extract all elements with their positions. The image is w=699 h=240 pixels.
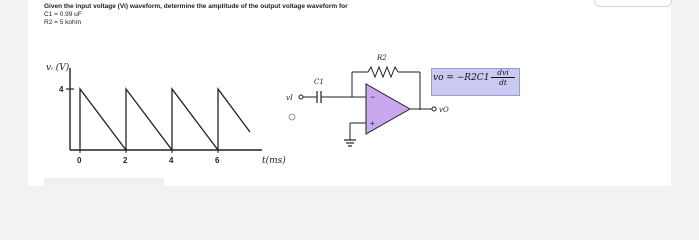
output-terminal — [432, 107, 436, 111]
y-tick-label: 4 — [59, 85, 64, 94]
capacitor-label: C1 — [314, 78, 324, 86]
resistor-value-text: R2 = 5 kohm — [44, 19, 82, 26]
x-tick-label: 0 — [77, 156, 82, 165]
equation-left: vo = −R2C1 — [433, 73, 490, 83]
non-inverting-input-sign: + — [370, 119, 375, 128]
input-terminal-label: vI — [286, 94, 293, 102]
y-axis-label: vᵢ (V) — [46, 63, 70, 73]
inverting-input-sign: − — [370, 92, 376, 102]
feedback-resistor — [368, 67, 398, 77]
equation-fraction — [491, 68, 515, 87]
input-terminal — [299, 95, 303, 99]
equation-denominator: dt — [499, 78, 507, 87]
input-waveform-graph — [46, 62, 286, 166]
equation-numerator: dvi — [491, 68, 515, 78]
x-axis-label: t(ms) — [262, 156, 286, 166]
x-tick-label: 6 — [215, 156, 220, 165]
output-terminal-label: vO — [439, 106, 449, 114]
differentiator-circuit — [286, 54, 449, 146]
capacitor-value-text: C1 = 0.99 uF — [44, 11, 82, 18]
x-tick-label: 4 — [169, 156, 174, 165]
question-text: Given the input voltage (Vi) waveform, determine the amplitude of the output voltage waveform for — [44, 3, 348, 10]
sawtooth-waveform — [80, 89, 250, 150]
cursor-icon — [289, 114, 295, 120]
resistor-label: R2 — [377, 54, 387, 62]
x-tick-label: 2 — [123, 156, 128, 165]
answer-bar[interactable] — [44, 178, 164, 186]
